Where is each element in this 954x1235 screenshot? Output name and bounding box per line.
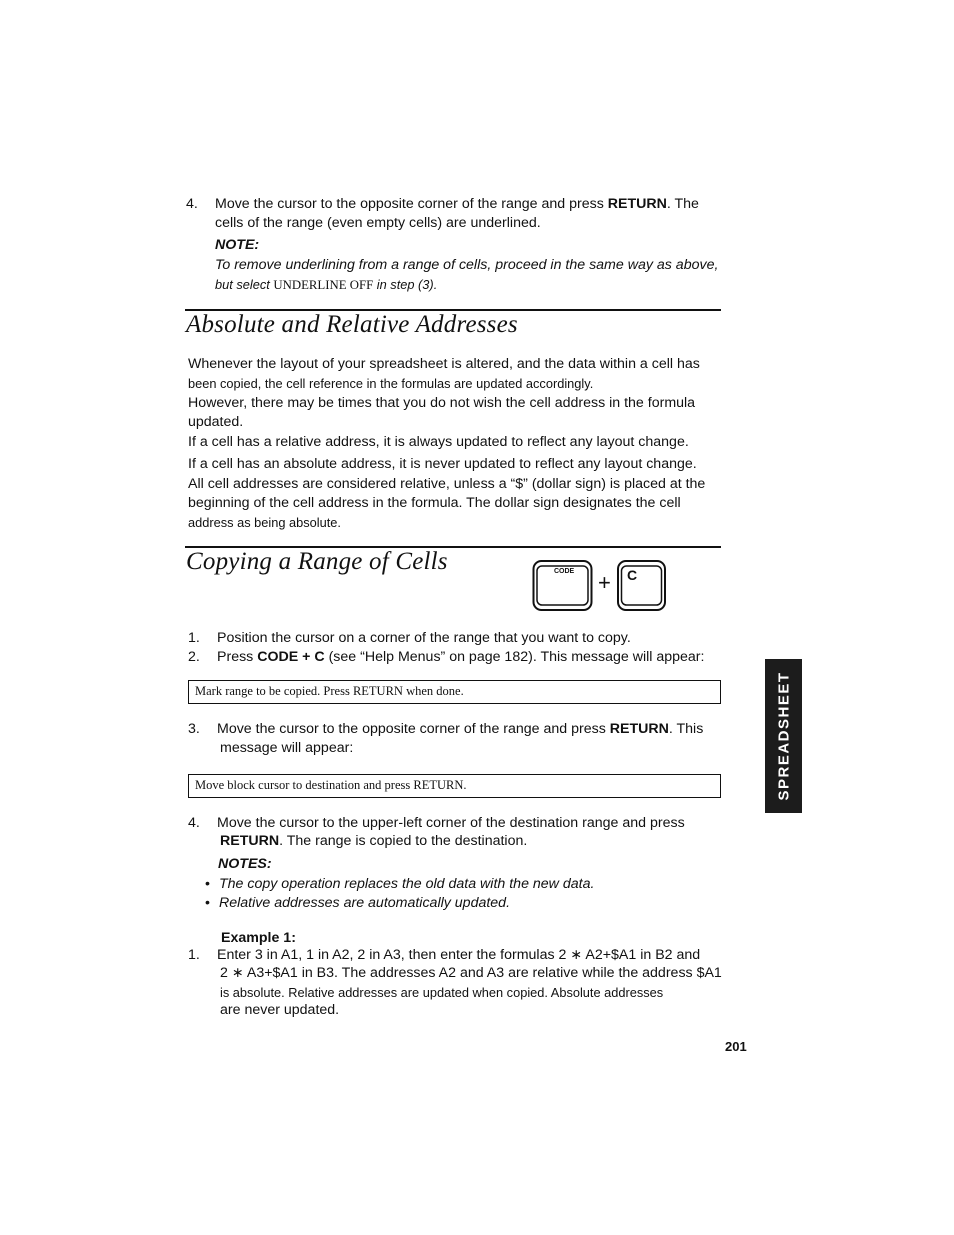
bullet-icon: •	[205, 876, 210, 892]
step-text-line2: message will appear:	[220, 740, 354, 756]
step-text-line1: Move the cursor to the opposite corner of the range and press RETURN. The	[215, 196, 699, 212]
note-line1: To remove underlining from a range of cells, proceed in the same way as above,	[215, 257, 719, 273]
section-title: Copying a Range of Cells	[186, 548, 448, 575]
step-text-line2: cells of the range (even empty cells) are underlined.	[215, 215, 541, 231]
paragraph-line: Whenever the layout of your spreadsheet is altered, and the data within a cell has	[188, 356, 700, 372]
step-text-line1: Move the cursor to the opposite corner of the range and press RETURN. This	[217, 721, 704, 737]
step-number: 1.	[188, 947, 200, 963]
example-line: Enter 3 in A1, 1 in A2, 2 in A3, then enter the formulas 2 ∗ A2+$A1 in B2 and	[217, 947, 701, 963]
step-text: Press CODE + C (see “Help Menus” on page 182). This message will appear:	[217, 649, 705, 665]
section-tab	[765, 659, 802, 813]
step-number: 1.	[188, 630, 200, 646]
paragraph-line: updated.	[188, 414, 244, 430]
paragraph-line: beginning of the cell address in the formula. The dollar sign designates the cell	[188, 495, 681, 511]
page-number: 201	[725, 1039, 747, 1054]
example-line: 2 ∗ A3+$A1 in B3. The addresses A2 and A3 are relative while the address $A1	[220, 965, 722, 981]
example-line: is absolute. Relative addresses are updated when copied. Absolute addresses	[220, 985, 664, 1000]
paragraph-line: All cell addresses are considered relative, unless a “$” (dollar sign) is placed at the	[188, 476, 706, 492]
example-line: are never updated.	[220, 1002, 340, 1018]
example-label: Example 1:	[221, 930, 296, 946]
c-key-label: C	[627, 567, 638, 583]
bullet-icon: •	[205, 895, 210, 911]
note-line2: but select UNDERLINE OFF in step (3).	[215, 277, 438, 292]
note-label: NOTE:	[215, 237, 260, 253]
key-combo-illustration	[532, 559, 670, 613]
paragraph-line: If a cell has a relative address, it is always updated to reflect any layout change.	[188, 434, 689, 450]
step-number: 4.	[188, 815, 200, 831]
note-item: The copy operation replaces the old data with the new data.	[219, 876, 595, 892]
step-number: 4.	[186, 196, 198, 212]
section-title: Absolute and Relative Addresses	[186, 311, 518, 338]
code-key-label: CODE	[554, 568, 575, 575]
paragraph-line: address as being absolute.	[188, 515, 341, 530]
step-text: Position the cursor on a corner of the range that you want to copy.	[217, 630, 631, 646]
step-text-line2: RETURN. The range is copied to the destination.	[220, 833, 528, 849]
paragraph-line: If a cell has an absolute address, it is never updated to reflect any layout change.	[188, 456, 697, 472]
section-tab-label: SPREADSHEET	[775, 671, 792, 801]
message-box: Mark range to be copied. Press RETURN when done.	[188, 680, 721, 704]
notes-label: NOTES:	[218, 856, 272, 872]
paragraph-line: been copied, the cell reference in the formulas are updated accordingly.	[188, 376, 594, 391]
step-text-line1: Move the cursor to the upper-left corner of the destination range and press	[217, 815, 685, 831]
paragraph-line: However, there may be times that you do not wish the cell address in the formula	[188, 395, 696, 411]
step-number: 3.	[188, 721, 200, 737]
step-number: 2.	[188, 649, 200, 665]
message-box: Move block cursor to destination and press RETURN.	[188, 774, 721, 798]
note-item: Relative addresses are automatically updated.	[219, 895, 511, 911]
plus-sign: +	[598, 570, 611, 595]
